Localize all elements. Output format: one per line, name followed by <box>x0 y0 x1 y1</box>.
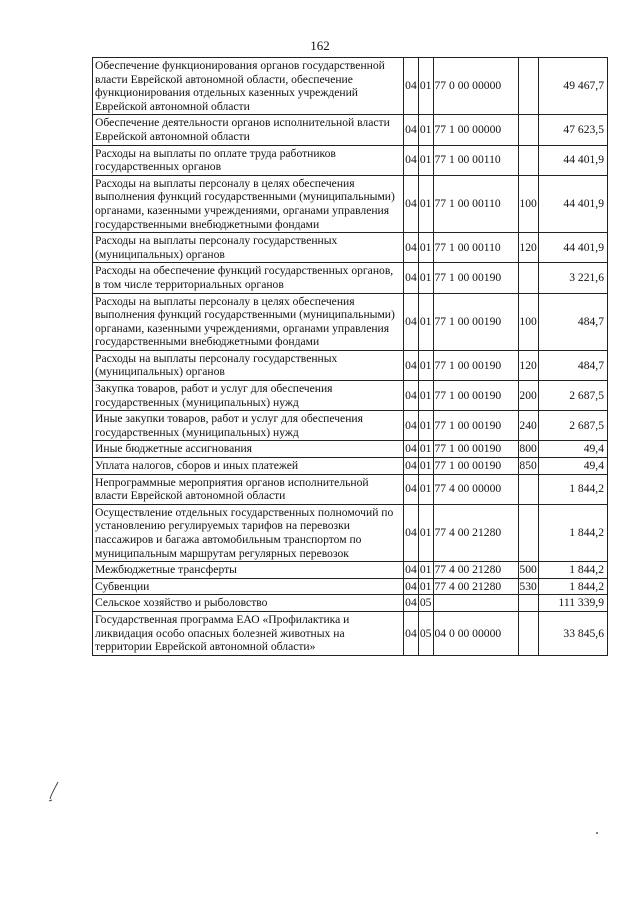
row-target-article: 77 4 00 21280 <box>433 578 518 595</box>
row-section: 04 <box>404 458 419 475</box>
row-sum: 44 401,9 <box>538 175 607 232</box>
row-name: Расходы на выплаты по оплате труда работников государственных органов <box>93 145 404 175</box>
row-subsection: 01 <box>418 458 433 475</box>
row-subsection: 01 <box>418 381 433 411</box>
row-subsection: 01 <box>418 350 433 380</box>
row-sum: 2 687,5 <box>538 381 607 411</box>
row-target-article: 77 1 00 00190 <box>433 263 518 293</box>
row-expense-type: 850 <box>518 458 538 475</box>
row-target-article <box>433 595 518 612</box>
row-target-article: 77 1 00 00190 <box>433 441 518 458</box>
row-sum: 484,7 <box>538 350 607 380</box>
row-sum: 49,4 <box>538 441 607 458</box>
row-section: 04 <box>404 578 419 595</box>
table-row <box>93 293 608 350</box>
row-subsection: 05 <box>418 595 433 612</box>
row-expense-type: 240 <box>518 411 538 441</box>
row-name: Уплата налогов, сборов и иных платежей <box>93 458 404 475</box>
row-expense-type: 800 <box>518 441 538 458</box>
row-subsection: 01 <box>418 504 433 561</box>
row-section: 04 <box>404 145 419 175</box>
row-subsection: 01 <box>418 578 433 595</box>
row-subsection: 01 <box>418 58 433 115</box>
row-sum: 2 687,5 <box>538 411 607 441</box>
row-section: 04 <box>404 58 419 115</box>
table-row <box>93 595 608 612</box>
row-name: Непрограммные мероприятия органов исполнительной власти Еврейской автономной области <box>93 474 404 504</box>
row-subsection: 01 <box>418 175 433 232</box>
table-row <box>93 562 608 579</box>
row-target-article: 77 4 00 21280 <box>433 504 518 561</box>
row-name: Расходы на выплаты персоналу государственных (муниципальных) органов <box>93 233 404 263</box>
row-target-article: 77 0 00 00000 <box>433 58 518 115</box>
row-sum: 1 844,2 <box>538 474 607 504</box>
row-target-article: 77 1 00 00190 <box>433 411 518 441</box>
row-name: Расходы на выплаты персоналу в целях обеспечения выполнения функций государственными (муниципальными) органами, казенными учреждениями, органами управления государственными внебюджетными фондами <box>93 293 404 350</box>
row-name: Закупка товаров, работ и услуг для обеспечения государственных (муниципальных) нужд <box>93 381 404 411</box>
row-subsection: 01 <box>418 441 433 458</box>
table-row <box>93 58 608 115</box>
table-row <box>93 578 608 595</box>
row-sum: 484,7 <box>538 293 607 350</box>
row-name: Иные закупки товаров, работ и услуг для обеспечения государственных (муниципальных) нужд <box>93 411 404 441</box>
row-sum: 33 845,6 <box>538 611 607 655</box>
row-expense-type: 530 <box>518 578 538 595</box>
row-name: Сельское хозяйство и рыболовство <box>93 595 404 612</box>
row-name: Субвенции <box>93 578 404 595</box>
row-expense-type <box>518 611 538 655</box>
row-name: Обеспечение деятельности органов исполнительной власти Еврейской автономной области <box>93 115 404 145</box>
row-subsection: 01 <box>418 293 433 350</box>
row-target-article: 77 1 00 00190 <box>433 458 518 475</box>
table-row <box>93 611 608 655</box>
row-name: Государственная программа ЕАО «Профилактика и ликвидация особо опасных болезней животных на территории Еврейской автономной области» <box>93 611 404 655</box>
row-sum: 1 844,2 <box>538 578 607 595</box>
row-sum: 3 221,6 <box>538 263 607 293</box>
row-section: 04 <box>404 595 419 612</box>
row-expense-type <box>518 115 538 145</box>
row-target-article: 77 1 00 00110 <box>433 145 518 175</box>
page-number: 162 <box>310 38 330 53</box>
pen-mark-icon <box>44 780 64 804</box>
row-subsection: 01 <box>418 562 433 579</box>
row-subsection: 05 <box>418 611 433 655</box>
row-expense-type <box>518 504 538 561</box>
row-expense-type: 120 <box>518 350 538 380</box>
row-sum: 49,4 <box>538 458 607 475</box>
row-target-article: 77 4 00 21280 <box>433 562 518 579</box>
row-expense-type: 100 <box>518 175 538 232</box>
row-expense-type <box>518 145 538 175</box>
table-row <box>93 175 608 232</box>
row-target-article: 77 1 00 00190 <box>433 350 518 380</box>
row-target-article: 77 1 00 00110 <box>433 233 518 263</box>
row-section: 04 <box>404 504 419 561</box>
row-name: Межбюджетные трансферты <box>93 562 404 579</box>
table-row <box>93 458 608 475</box>
row-section: 04 <box>404 350 419 380</box>
row-target-article: 77 1 00 00110 <box>433 175 518 232</box>
table-row <box>93 504 608 561</box>
row-section: 04 <box>404 562 419 579</box>
row-subsection: 01 <box>418 145 433 175</box>
row-section: 04 <box>404 411 419 441</box>
row-name: Расходы на выплаты персоналу в целях обеспечения выполнения функций государственными (муниципальными) органами, казенными учреждениями, органами управления государственными внебюджетными фондами <box>93 175 404 232</box>
row-section: 04 <box>404 293 419 350</box>
row-expense-type: 200 <box>518 381 538 411</box>
row-section: 04 <box>404 175 419 232</box>
row-section: 04 <box>404 233 419 263</box>
table-row <box>93 115 608 145</box>
row-target-article: 77 1 00 00190 <box>433 293 518 350</box>
table-row <box>93 381 608 411</box>
row-expense-type <box>518 595 538 612</box>
row-section: 04 <box>404 263 419 293</box>
row-expense-type: 500 <box>518 562 538 579</box>
row-sum: 111 339,9 <box>538 595 607 612</box>
row-section: 04 <box>404 115 419 145</box>
table-row <box>93 411 608 441</box>
table-row <box>93 233 608 263</box>
row-name: Обеспечение функционирования органов государственной власти Еврейской автономной области, обеспечение функционирования отдельных казенных учреждений Еврейской автономной области <box>93 58 404 115</box>
row-subsection: 01 <box>418 115 433 145</box>
row-name: Расходы на обеспечение функций государственных органов, в том числе территориальных органов <box>93 263 404 293</box>
table-row <box>93 145 608 175</box>
row-subsection: 01 <box>418 233 433 263</box>
row-sum: 1 844,2 <box>538 504 607 561</box>
row-sum: 47 623,5 <box>538 115 607 145</box>
row-sum: 44 401,9 <box>538 145 607 175</box>
row-target-article: 77 4 00 00000 <box>433 474 518 504</box>
table-row <box>93 350 608 380</box>
budget-table <box>92 57 608 656</box>
row-section: 04 <box>404 474 419 504</box>
row-expense-type <box>518 474 538 504</box>
row-sum: 44 401,9 <box>538 233 607 263</box>
row-target-article: 77 1 00 00000 <box>433 115 518 145</box>
row-name: Расходы на выплаты персоналу государственных (муниципальных) органов <box>93 350 404 380</box>
table-row <box>93 474 608 504</box>
row-name: Осуществление отдельных государственных полномочий по установлению регулируемых тарифов на перевозки пассажиров и багажа автомобильным транспортом по муниципальным маршрутам регулярных перевозок <box>93 504 404 561</box>
row-subsection: 01 <box>418 411 433 441</box>
row-sum: 49 467,7 <box>538 58 607 115</box>
row-section: 04 <box>404 611 419 655</box>
scan-dot <box>596 832 598 834</box>
row-expense-type <box>518 58 538 115</box>
table-row <box>93 263 608 293</box>
table-body <box>93 58 608 656</box>
row-sum: 1 844,2 <box>538 562 607 579</box>
row-section: 04 <box>404 441 419 458</box>
row-expense-type <box>518 263 538 293</box>
row-name: Иные бюджетные ассигнования <box>93 441 404 458</box>
row-target-article: 77 1 00 00190 <box>433 381 518 411</box>
row-section: 04 <box>404 381 419 411</box>
row-expense-type: 100 <box>518 293 538 350</box>
row-subsection: 01 <box>418 474 433 504</box>
table-row <box>93 441 608 458</box>
row-expense-type: 120 <box>518 233 538 263</box>
row-subsection: 01 <box>418 263 433 293</box>
row-target-article: 04 0 00 00000 <box>433 611 518 655</box>
